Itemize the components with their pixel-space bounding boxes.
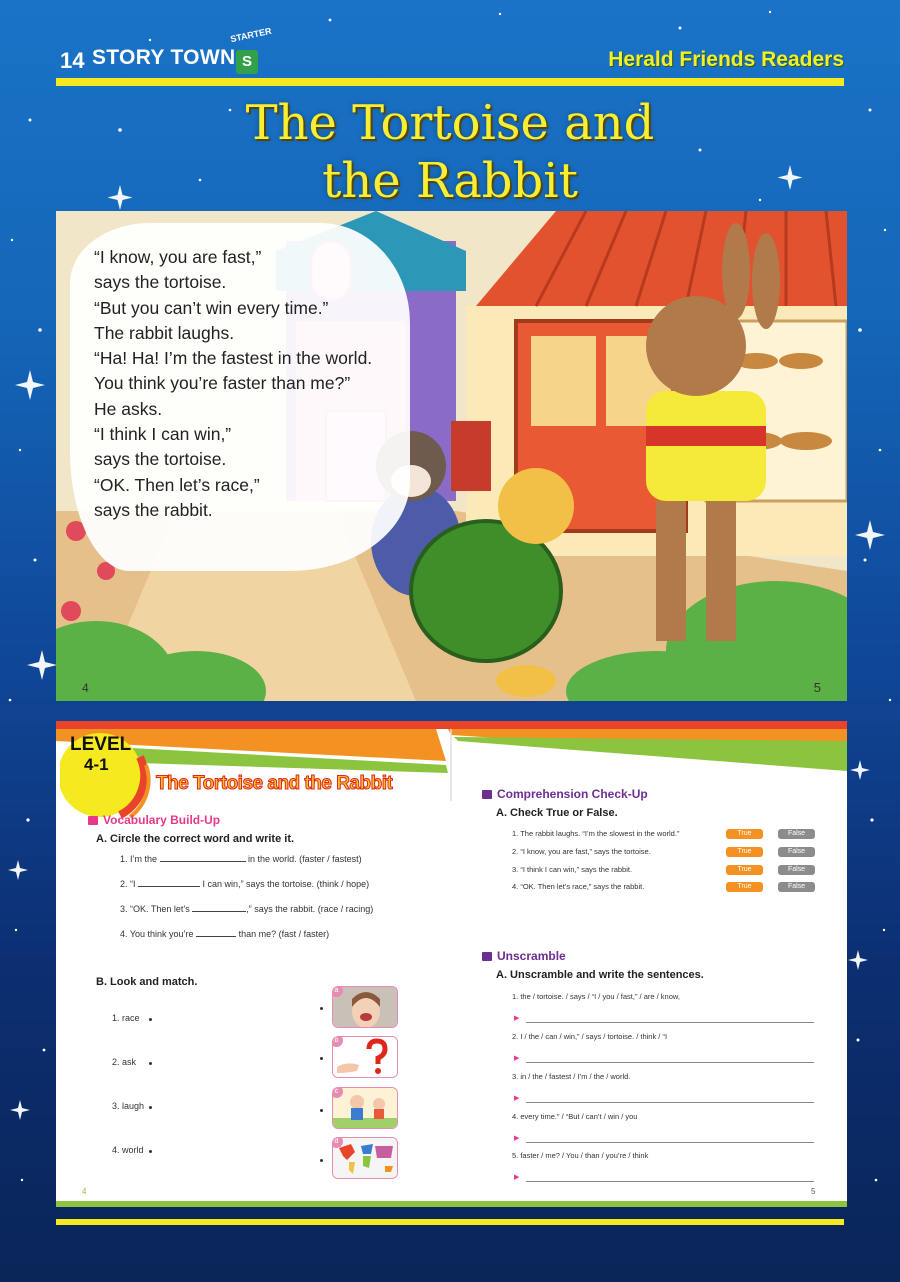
unscramble-prompt: 5. faster / me? / You / than / you’re / think (512, 1151, 649, 1160)
answer-line[interactable] (526, 1181, 814, 1182)
footer-divider (56, 1219, 844, 1225)
picture-letter: a (332, 986, 343, 997)
picture-letter: b (332, 1036, 343, 1047)
false-button[interactable]: False (778, 829, 815, 839)
worksheet-left-page-number: 4 (82, 1187, 87, 1196)
answer-blank[interactable] (138, 878, 200, 887)
vocab-a-item (120, 878, 369, 889)
tf-question: 4. “OK. Then let’s race,” says the rabbit. (512, 882, 645, 891)
match-word: 2. ask (112, 1057, 137, 1067)
story-line: says the rabbit. (94, 499, 213, 520)
match-word: 1. race (112, 1013, 140, 1023)
match-dot[interactable] (320, 1109, 323, 1112)
series-title: STORY TOWN (92, 46, 236, 69)
story-line: “I think I can win,” (94, 424, 232, 445)
story-line: “I know, you are fast,” (94, 247, 262, 267)
title-line-1: The Tortoise and (245, 95, 655, 151)
arrow-icon: ▶ (514, 1135, 520, 1142)
racing-kids-icon (333, 1088, 398, 1129)
item-text-before: 2. “I (120, 879, 136, 889)
unscramble-prompt: 4. every time.” / “But / can’t / win / you (512, 1112, 638, 1121)
picture-ask[interactable] (332, 1036, 398, 1078)
vocab-heading-text: Vocabulary Build-Up (103, 813, 221, 827)
unscramble-heading (482, 949, 566, 963)
laughing-girl-icon (333, 987, 398, 1028)
page-number: 14 (60, 48, 85, 73)
answer-blank[interactable] (196, 928, 236, 937)
match-word: 4. world (112, 1145, 144, 1155)
true-button[interactable]: True (726, 865, 763, 875)
vocab-a-item (120, 903, 373, 914)
unscramble-heading-text: Unscramble (497, 949, 566, 963)
match-dot[interactable] (320, 1057, 323, 1060)
vocab-a-item (120, 853, 362, 864)
story-text (94, 245, 372, 523)
starter-label: STARTER (229, 25, 273, 45)
answer-line[interactable] (526, 1062, 814, 1063)
match-word: 3. laugh (112, 1101, 145, 1111)
unscramble-instruction: A. Unscramble and write the sentences. (496, 969, 704, 981)
item-text-before: 1. I’m the (120, 854, 158, 864)
unscramble-prompt: 2. I / the / can / win,” / says / tortoise. / think / “I (512, 1032, 668, 1041)
true-button[interactable]: True (726, 829, 763, 839)
item-text-after: in the world. (faster / fastest) (248, 854, 362, 864)
tf-question: 2. “I know, you are fast,” says the tortoise. (512, 847, 651, 856)
true-button[interactable]: True (726, 882, 763, 892)
arrow-icon: ▶ (514, 1174, 520, 1181)
answer-blank[interactable] (192, 903, 246, 912)
story-right-page-number: 5 (813, 680, 821, 695)
match-dot[interactable] (149, 1106, 152, 1109)
answer-line[interactable] (526, 1022, 814, 1023)
comprehension-heading (482, 787, 648, 801)
vocab-a-item (120, 928, 329, 939)
arrow-icon: ▶ (514, 1095, 520, 1102)
story-line: “Ha! Ha! I’m the fastest in the world. (94, 348, 373, 369)
arrow-icon: ▶ (514, 1015, 520, 1022)
level-number: 4-1 (84, 755, 109, 774)
level-badge (70, 735, 131, 775)
match-dot[interactable] (320, 1159, 323, 1162)
false-button[interactable]: False (778, 847, 815, 857)
picture-race[interactable] (332, 1087, 398, 1129)
picture-world[interactable] (332, 1137, 398, 1179)
comprehension-instruction: A. Check True or False. (496, 807, 618, 819)
false-button[interactable]: False (778, 882, 815, 892)
item-text-after: ,” says the rabbit. (race / racing) (246, 904, 374, 914)
answer-line[interactable] (526, 1102, 814, 1103)
publisher-name: Herald Friends Readers (608, 48, 844, 71)
vocab-b-instruction: B. Look and match. (96, 976, 198, 988)
unscramble-prompt: 3. in / the / fastest / I’m / the / world. (512, 1072, 631, 1081)
level-label: LEVEL (70, 734, 132, 755)
picture-letter: d (332, 1137, 343, 1148)
worksheet-spread (56, 721, 847, 1207)
match-dot[interactable] (320, 1007, 323, 1010)
unscramble-prompt: 1. the / tortoise. / says / “I / you / fast,” / are / know, (512, 992, 680, 1001)
story-left-page-number: 4 (82, 681, 89, 695)
story-line: He asks. (94, 398, 163, 419)
answer-line[interactable] (526, 1142, 814, 1143)
comprehension-heading-text: Comprehension Check-Up (497, 787, 648, 801)
story-line: says the tortoise. (94, 449, 227, 470)
picture-letter: c (332, 1087, 343, 1098)
item-text-after: than me? (fast / faster) (238, 929, 330, 939)
tf-question: 3. “I think I can win,” says the rabbit. (512, 865, 633, 874)
answer-blank[interactable] (160, 853, 246, 862)
worksheet-title: The Tortoise and the Rabbit (156, 773, 393, 794)
arrow-icon: ▶ (514, 1055, 520, 1062)
question-mark-icon (333, 1037, 398, 1078)
starter-badge-icon: S (236, 50, 258, 74)
story-line: You think you’re faster than me?” (94, 373, 351, 394)
vocab-a-instruction: A. Circle the correct word and write it. (96, 833, 295, 845)
true-button[interactable]: True (726, 847, 763, 857)
item-text-after: I can win,” says the tortoise. (think / hope) (202, 879, 370, 889)
tf-question: 1. The rabbit laughs. “I’m the slowest in the world.” (512, 829, 680, 838)
book-icon (482, 952, 492, 961)
page-title (0, 94, 900, 210)
item-text-before: 4. You think you’re (120, 929, 194, 939)
header-divider (56, 78, 844, 86)
title-line-2: the Rabbit (322, 153, 578, 209)
match-dot[interactable] (149, 1062, 152, 1065)
story-line: “OK. Then let’s race,” (94, 474, 260, 495)
book-icon (482, 790, 492, 799)
vocab-heading (88, 813, 220, 827)
match-dot[interactable] (149, 1018, 152, 1021)
book-icon (88, 816, 98, 825)
story-line: The rabbit laughs. (94, 322, 235, 343)
story-line: says the tortoise. (94, 272, 227, 293)
false-button[interactable]: False (778, 865, 815, 875)
worksheet-right-page-number: 5 (811, 1187, 816, 1196)
story-line: “But you can’t win every time.” (94, 297, 329, 318)
item-text-before: 3. “OK. Then let’s (120, 904, 190, 914)
world-map-icon (333, 1138, 398, 1179)
match-dot[interactable] (149, 1150, 152, 1153)
story-illustration (56, 211, 847, 701)
picture-laugh[interactable] (332, 986, 398, 1028)
